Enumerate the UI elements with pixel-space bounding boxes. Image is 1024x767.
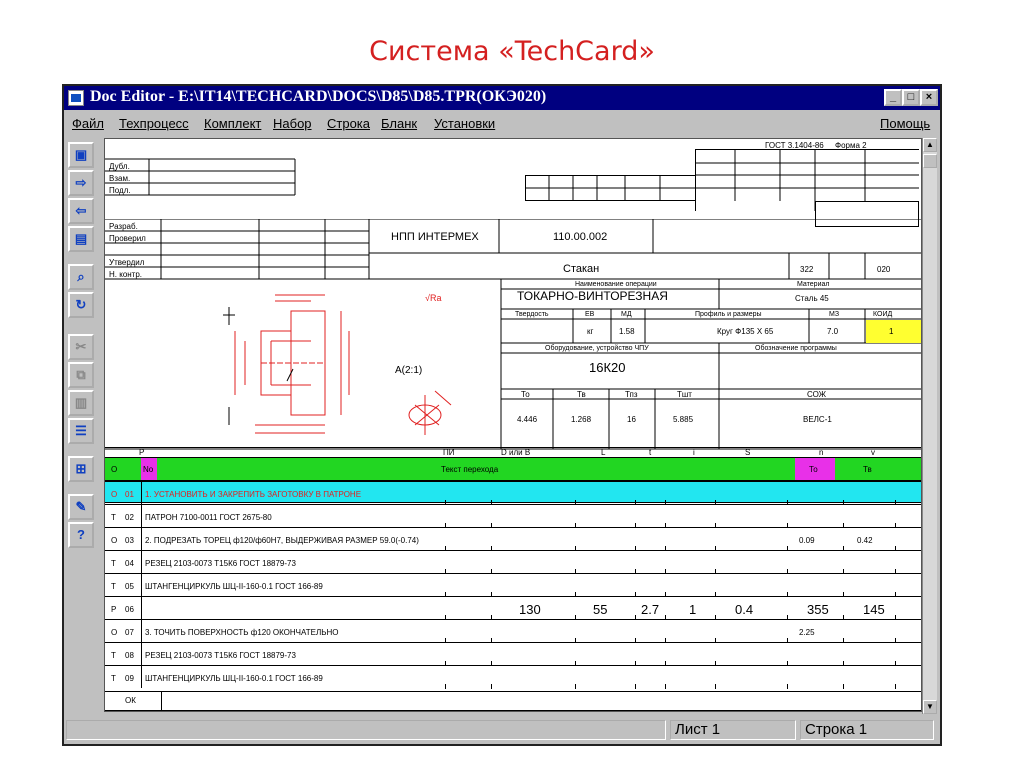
mode-t: 2.7 xyxy=(641,602,660,617)
status-main xyxy=(66,720,666,740)
hdr-tv: Тв xyxy=(863,465,872,474)
row-text: РЕЗЕЦ 2103-0073 Т15К6 ГОСТ 18879-73 xyxy=(145,559,296,568)
hdr-no: No xyxy=(143,465,154,474)
column-tick xyxy=(491,684,492,689)
row-divider xyxy=(141,482,142,504)
tree-icon[interactable]: ⊞ xyxy=(68,456,94,482)
scroll-down-icon[interactable]: ▼ xyxy=(923,700,937,714)
operation-name: ТОКАРНО-ВИНТОРЕЗНАЯ xyxy=(517,289,668,303)
table-row[interactable] xyxy=(105,573,921,596)
import-icon[interactable]: ⇨ xyxy=(68,170,94,196)
gost-label: ГОСТ 3.1404-86 xyxy=(765,141,824,150)
equipment-label: Оборудование, устройство ЧПУ xyxy=(545,345,649,352)
koid-label: КОИД xyxy=(873,311,893,318)
koid-cell xyxy=(866,320,921,343)
column-tick xyxy=(715,684,716,689)
last-row xyxy=(105,691,921,711)
export-icon[interactable]: ⇦ xyxy=(68,198,94,224)
row-text: 1. УСТАНОВИТЬ И ЗАКРЕПИТЬ ЗАГОТОВКУ В ПАТРОНЕ xyxy=(145,490,362,499)
row-type: Р xyxy=(111,605,117,614)
koid-value: 1 xyxy=(889,327,894,336)
row-text: ШТАНГЕНЦИРКУЛЬ ШЦ-II-160-0.1 ГОСТ 166-89 xyxy=(145,674,323,683)
hdr-v: v xyxy=(871,448,875,457)
code-020: 020 xyxy=(877,265,891,274)
menu-file[interactable]: Файл xyxy=(72,116,104,131)
part-sketch xyxy=(215,285,495,445)
label-utverdil: Утвердил xyxy=(109,258,145,267)
new-doc-icon[interactable]: ▣ xyxy=(68,142,94,168)
mz-label: МЗ xyxy=(829,311,840,318)
vertical-scrollbar[interactable] xyxy=(922,138,937,714)
preview-icon[interactable]: ⌕ xyxy=(68,264,94,290)
mode-s: 0.4 xyxy=(735,602,754,617)
hdr-i: i xyxy=(693,448,695,457)
print-icon[interactable]: ▤ xyxy=(68,226,94,252)
hdr-pi: ПИ xyxy=(443,448,455,457)
column-tick xyxy=(445,684,446,689)
tv-value: 1.268 xyxy=(571,415,592,424)
row-type: О xyxy=(111,490,118,499)
maximize-button[interactable]: □ xyxy=(902,89,920,106)
row-type: О xyxy=(111,536,118,545)
row-number: 07 xyxy=(125,628,134,637)
column-tick xyxy=(787,684,788,689)
label-vzam: Взам. xyxy=(109,174,131,183)
row-divider xyxy=(141,528,142,550)
part-name: Стакан xyxy=(563,263,600,275)
hdr-o: О xyxy=(111,465,118,474)
label-dubl: Дубл. xyxy=(109,162,130,171)
row-number: 08 xyxy=(125,651,134,660)
table-row[interactable] xyxy=(105,481,921,504)
material-value: Сталь 45 xyxy=(795,294,829,303)
hdr-t: t xyxy=(649,448,652,457)
row-divider xyxy=(141,551,142,573)
roughness-symbol: √Ra xyxy=(425,293,442,303)
minimize-button[interactable]: _ xyxy=(884,89,902,106)
hdr-text: Текст перехода xyxy=(441,465,499,474)
row-number: 06 xyxy=(125,605,134,614)
row-divider xyxy=(141,620,142,642)
last-row-label: ОК xyxy=(125,696,136,705)
menu-collection[interactable]: Набор xyxy=(273,116,312,131)
row-to: 0.09 xyxy=(799,536,815,545)
mode-d: 130 xyxy=(519,602,541,617)
row-text: ПАТРОН 7100-0011 ГОСТ 2675-80 xyxy=(145,513,272,522)
row-divider xyxy=(141,597,142,619)
status-bar xyxy=(64,718,940,744)
label-podl: Подл. xyxy=(109,186,131,195)
sozh-label: СОЖ xyxy=(807,390,827,399)
menu-help[interactable]: Помощь xyxy=(880,116,931,131)
menu-techprocess[interactable]: Техпроцесс xyxy=(119,116,189,131)
row-number: 09 xyxy=(125,674,134,683)
row-type: Т xyxy=(111,513,116,522)
scroll-thumb[interactable] xyxy=(923,154,937,168)
status-sheet: Лист 1 xyxy=(670,720,796,740)
column-tick xyxy=(635,684,636,689)
org-name: НПП ИНТЕРМЕХ xyxy=(391,231,479,243)
sketch-label-a: A(2:1) xyxy=(395,365,423,376)
row-to: 2.25 xyxy=(799,628,815,637)
hardness-label: Твердость xyxy=(515,311,549,318)
to-label: То xyxy=(521,390,530,399)
profile-value: Круг Ф135 Х 65 xyxy=(717,327,774,336)
row-type: Т xyxy=(111,651,116,660)
hdr-s: S xyxy=(745,448,751,457)
menu-set[interactable]: Комплект xyxy=(204,116,262,131)
row-text: 2. ПОДРЕЗАТЬ ТОРЕЦ ф120/ф60Н7, ВЫДЕРЖИВАЯ РАЗМЕР 59.0(-0.74) xyxy=(145,536,419,545)
row-text: ШТАНГЕНЦИРКУЛЬ ШЦ-II-160-0.1 ГОСТ 166-89 xyxy=(145,582,323,591)
tsht-value: 5.885 xyxy=(673,415,694,424)
row-type: Т xyxy=(111,559,116,568)
ev-value: кг xyxy=(587,327,594,336)
table-row[interactable] xyxy=(105,504,921,527)
label-razrab: Разраб. xyxy=(109,222,138,231)
column-tick xyxy=(575,684,576,689)
profile-label: Профиль и размеры xyxy=(695,311,762,318)
to-value: 4.446 xyxy=(517,415,538,424)
row-type: Т xyxy=(111,674,116,683)
row-divider xyxy=(141,505,142,527)
table-row[interactable] xyxy=(105,619,921,642)
status-line: Строка 1 xyxy=(800,720,934,740)
copy-icon[interactable]: ⧉ xyxy=(68,362,94,388)
md-value: 1.58 xyxy=(619,327,635,336)
app-icon[interactable] xyxy=(68,90,84,106)
row-text: РЕЗЕЦ 2103-0073 Т15К6 ГОСТ 18879-73 xyxy=(145,651,296,660)
hdr-r: Р xyxy=(139,448,145,457)
menu-line[interactable]: Строка xyxy=(327,116,371,131)
menu-settings[interactable]: Установки xyxy=(434,116,496,131)
mode-v: 145 xyxy=(863,602,885,617)
column-tick xyxy=(895,684,896,689)
tpz-value: 16 xyxy=(627,415,636,424)
table-row[interactable] xyxy=(105,642,921,665)
tv-label: Тв xyxy=(577,390,586,399)
window-title: Doc Editor - E:\IT14\TECHCARD\DOCS\D85\D85.TPR(ОКЭ020) xyxy=(90,88,547,105)
close-button[interactable]: × xyxy=(920,89,938,106)
tpz-label: Тпз xyxy=(625,390,638,399)
table-row[interactable] xyxy=(105,550,921,573)
row-divider xyxy=(141,666,142,688)
mode-i: 1 xyxy=(689,602,697,617)
row-text: 3. ТОЧИТЬ ПОВЕРХНОСТЬ ф120 ОКОНЧАТЕЛЬНО xyxy=(145,628,339,637)
row-number: 04 xyxy=(125,559,134,568)
row-type: Т xyxy=(111,582,116,591)
label-nkontr: Н. контр. xyxy=(109,270,143,279)
row-divider xyxy=(141,574,142,596)
hdr-l: L xyxy=(601,448,606,457)
op-name-label: Наименование операции xyxy=(575,281,657,288)
ev-label: ЕВ xyxy=(585,311,595,318)
form-number: Форма 2 xyxy=(835,141,867,150)
tsht-label: Тшт xyxy=(677,390,692,399)
equipment-value: 16К20 xyxy=(589,360,626,375)
row-number: 02 xyxy=(125,513,134,522)
menu-blank[interactable]: Бланк xyxy=(381,116,418,131)
paste-icon[interactable]: ▥ xyxy=(68,390,94,416)
code-322: 322 xyxy=(800,265,814,274)
row-number: 03 xyxy=(125,536,134,545)
row-tv: 0.42 xyxy=(857,536,873,545)
column-tick xyxy=(665,684,666,689)
row-type: О xyxy=(111,628,118,637)
document-area[interactable] xyxy=(104,138,922,712)
doc-editor-window xyxy=(62,84,942,746)
refresh-icon[interactable]: ↻ xyxy=(68,292,94,318)
row-number: 05 xyxy=(125,582,134,591)
mode-n: 355 xyxy=(807,602,829,617)
insert-row-icon[interactable]: ☰ xyxy=(68,418,94,444)
column-tick xyxy=(843,684,844,689)
md-label: МД xyxy=(621,311,632,318)
hdr-n: n xyxy=(819,448,824,457)
menu-bar xyxy=(64,112,940,134)
material-label: Материал xyxy=(797,281,830,288)
slide-title: Система «TechCard» xyxy=(369,36,655,67)
scroll-up-icon[interactable]: ▲ xyxy=(923,138,937,152)
row-number: 01 xyxy=(125,490,134,499)
help-icon[interactable]: ? xyxy=(68,522,94,548)
sozh-value: ВЕЛС-1 xyxy=(803,415,832,424)
hdr-d: D или B xyxy=(501,448,531,457)
row-divider xyxy=(141,643,142,665)
cut-icon[interactable]: ✂ xyxy=(68,334,94,360)
title-bar[interactable] xyxy=(64,86,940,110)
table-row[interactable] xyxy=(105,596,921,619)
label-proveril: Проверил xyxy=(109,234,146,243)
table-row[interactable] xyxy=(105,665,921,688)
last-row-divider xyxy=(161,691,162,711)
edit-icon[interactable]: ✎ xyxy=(68,494,94,520)
hdr-to: То xyxy=(809,465,818,474)
program-label: Обозначение программы xyxy=(755,345,837,352)
doc-code: 110.00.002 xyxy=(553,231,608,243)
table-row[interactable] xyxy=(105,527,921,550)
mode-l: 55 xyxy=(593,602,608,617)
mz-value: 7.0 xyxy=(827,327,839,336)
